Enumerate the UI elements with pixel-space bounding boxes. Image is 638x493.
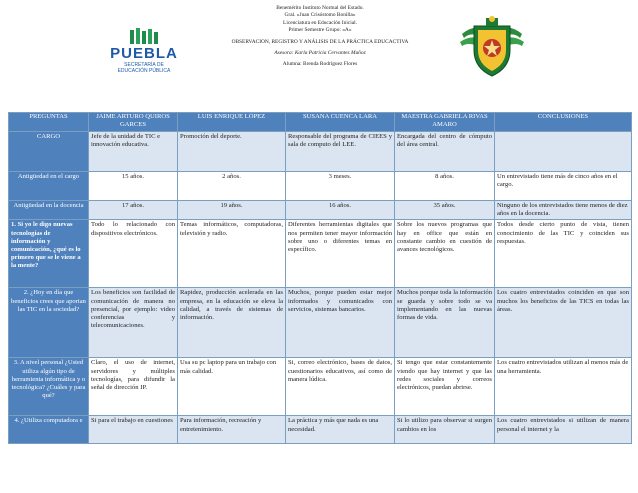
- shield-icon: [458, 14, 526, 80]
- conclusion-cell: Los cuatro entrevistados utilizan al menos más de una herramienta.: [495, 358, 632, 416]
- question-cell: Antigüedad en la docencia: [9, 201, 89, 220]
- conclusion-cell: Los cuatro entrevistados si utilizan de manera personal el internet y la: [495, 416, 632, 444]
- document-header: [200, 5, 440, 69]
- header-susana: SUSANA CUENCA LARA: [286, 113, 395, 132]
- answer-cell: Si, correo electrónico, bases de datos, cuestionarios educativos, así como de manera lúdica.: [286, 358, 395, 416]
- header-conclusiones: CONCLUSIONES: [495, 113, 632, 132]
- question-cell: 2. ¿Hoy en día que beneficios crees que aportan las TIC en la sociedad?: [9, 288, 89, 358]
- answer-cell: 35 años.: [395, 201, 495, 220]
- header-jaime: JAIME ARTURO QUIROS GARCES: [89, 113, 178, 132]
- puebla-sep-logo: [94, 28, 194, 78]
- conclusion-cell: Un entrevistado tiene más de cinco años en el cargo.: [495, 172, 632, 201]
- question-cell: 1. Si yo le digo nuevas tecnologías de información y comunicación, ¿qué es lo primero que se le viene a la mente?: [9, 220, 89, 288]
- question-cell: 4. ¿Utiliza computadora e: [9, 416, 89, 444]
- logo-line1: SECRETARÍA DE: [124, 62, 164, 68]
- logo-bars-icon: [130, 28, 158, 44]
- logo-line2: EDUCACIÓN PÚBLICA: [117, 68, 171, 74]
- asesora-line: Asesora: Karla Patricia Cervantes Muñoz: [274, 50, 366, 57]
- answer-cell: Sobre los nuevos programas que hay en office que están en constante cambio en cuestión de avances tecnológicos.: [395, 220, 495, 288]
- answer-cell: 3 meses.: [286, 172, 395, 201]
- table-row: [9, 132, 632, 172]
- institute-shield-logo: [458, 14, 526, 80]
- answer-cell: Si lo utilizo para observar si surgen cambios en los: [395, 416, 495, 444]
- answer-cell: Encargada del centro de cómputo del área central.: [395, 132, 495, 172]
- table-row: [9, 416, 632, 444]
- answer-cell: 15 años.: [89, 172, 178, 201]
- answer-cell: Para información, recreación y entretenimiento.: [178, 416, 286, 444]
- answer-cell: Muchos porque toda la información se guarda y sobre todo se va implementando en las nuevas formas de vida.: [395, 288, 495, 358]
- question-cell: Antigüedad en el cargo: [9, 172, 89, 201]
- table-header-row: [9, 113, 632, 132]
- header-gabriela: MAESTRA GABRIELA RIVAS AMARO: [395, 113, 495, 132]
- interview-table: [8, 112, 632, 444]
- table-row: [9, 220, 632, 288]
- question-cell: CARGO: [9, 132, 89, 172]
- conclusion-cell: Todos desde cierto punto de vista, tienen conocimiento de las TIC y coinciden sus respuestas.: [495, 220, 632, 288]
- answer-cell: Rapidez, producción acelerada en las empresa, en la educación se eleva la calidad, a través de sistemas de información.: [178, 288, 286, 358]
- answer-cell: 16 años.: [286, 201, 395, 220]
- answer-cell: Promoción del deporte.: [178, 132, 286, 172]
- answer-cell: Responsable del programa de CIEES y sala de computo del LEE.: [286, 132, 395, 172]
- conclusion-cell: Ninguno de los entrevistados tiene menos de diez años en la docencia.: [495, 201, 632, 220]
- answer-cell: Temas informáticos, computadoras, televisión y radio.: [178, 220, 286, 288]
- answer-cell: Claro, el uso de internet, servidores y múltiples tecnologías, para difundir la señal de dirección IP.: [89, 358, 178, 416]
- conclusion-cell: [495, 132, 632, 172]
- answer-cell: Los beneficios son facilidad de comunicación de manera no presencial, por ejemplo: video conferencias y telecomunicaciones.: [89, 288, 178, 358]
- conclusion-cell: Los cuatro entrevistados coinciden en que son muchos los beneficios de las TICS en todas las áreas.: [495, 288, 632, 358]
- logo-brand: PUEBLA: [110, 45, 178, 62]
- observacion-title: OBSERVACION, REGISTRO Y ANÁLISIS DE LA PRÁCTICA EDUCACTIVA: [231, 38, 409, 45]
- table-row: [9, 288, 632, 358]
- header-line: Primer Semestre Grupo: «A»: [288, 27, 352, 34]
- answer-cell: Si para el trabajo en cuestiones: [89, 416, 178, 444]
- answer-cell: Diferentes herramientas digitales que nos permiten tener mayor información sobre uno o diferentes temas en específico.: [286, 220, 395, 288]
- header-line: Licenciatura en Educación Inicial.: [283, 19, 357, 26]
- header-line: Gral. «Juan Crisóstomo Bonilla»: [284, 12, 356, 19]
- answer-cell: Si tengo que estar constantemente viendo que hay internet y que las redes sociales y correos electrónicos, puedan abrirse.: [395, 358, 495, 416]
- header-line: Benemérito Instituto Normal del Estado.: [276, 5, 364, 11]
- answer-cell: La práctica y más que nada es una necesidad.: [286, 416, 395, 444]
- header-preguntas: PREGUNTAS: [9, 113, 89, 132]
- header-luis: LUIS ENRIQUE LÓPEZ: [178, 113, 286, 132]
- question-cell: 3. A nivel personal ¿Usted utiliza algún tipo de herramienta informática y o tecnológica? ¿Cuáles y para qué?: [9, 358, 89, 416]
- answer-cell: 8 años.: [395, 172, 495, 201]
- table-row: [9, 358, 632, 416]
- table-row: [9, 201, 632, 220]
- answer-cell: 17 años.: [89, 201, 178, 220]
- answer-cell: 19 años.: [178, 201, 286, 220]
- answer-cell: 2 años.: [178, 172, 286, 201]
- answer-cell: Usa su pc laptop para un trabajo con más calidad.: [178, 358, 286, 416]
- answer-cell: Jefe de la unidad de TIC e innovación educativa.: [89, 132, 178, 172]
- answer-cell: Muchos, porque pueden estar mejor informados y comunicados con servicios, sistemas bancarios.: [286, 288, 395, 358]
- alumna-line: Alumna: Brenda Rodríguez Flores: [282, 61, 358, 68]
- table-row: [9, 172, 632, 201]
- answer-cell: Todo lo relacionado con dispositivos electrónicos.: [89, 220, 178, 288]
